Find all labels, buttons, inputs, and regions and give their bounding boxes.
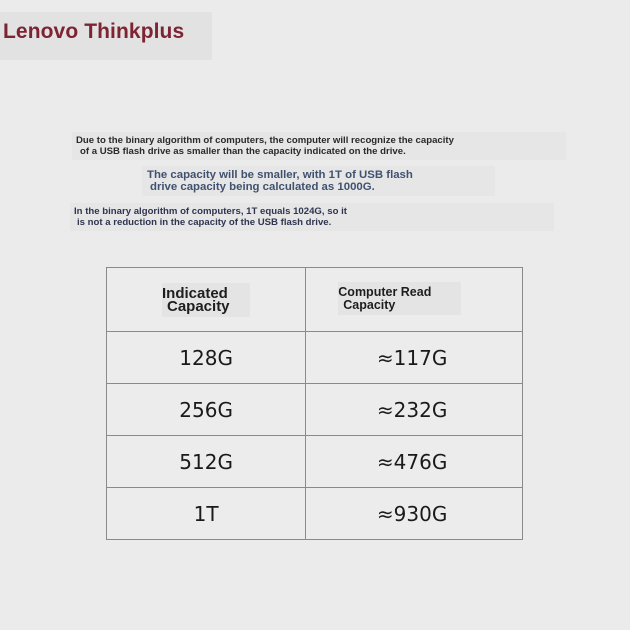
header-text: Computer Read [338, 285, 432, 299]
header-text: Indicated [162, 284, 228, 302]
note-line: The capacity will be smaller, with 1T of USB flash [147, 169, 413, 181]
header-label-box [162, 283, 250, 317]
read-cell: ≈476G [306, 436, 523, 488]
header-indicated-capacity [107, 268, 306, 332]
brand-title: Lenovo Thinkplus [3, 20, 185, 43]
table-row [107, 332, 523, 384]
indicated-cell: 128G [107, 332, 306, 384]
read-cell: ≈232G [306, 384, 523, 436]
note-line: drive capacity being calculated as 1000G. [150, 180, 375, 193]
note-line: is not a reduction in the capacity of the USB flash drive. [77, 216, 332, 228]
indicated-cell: 512G [107, 436, 306, 488]
note-not-reduction [70, 203, 554, 231]
note-line: of a USB flash drive as smaller than the capacity indicated on the drive. [80, 145, 406, 157]
header-label-box [338, 282, 461, 315]
read-cell: ≈117G [306, 332, 523, 384]
table-row [107, 384, 523, 436]
indicated-cell: 1T [107, 488, 306, 540]
header-computer-read-capacity [306, 268, 523, 332]
note-capacity-smaller [142, 166, 495, 196]
header-text: Capacity [343, 297, 396, 312]
capacity-table [106, 267, 523, 540]
read-cell: ≈930G [306, 488, 523, 540]
note-line: In the binary algorithm of computers, 1T equals 1024G, so it [74, 206, 347, 217]
note-line: Due to the binary algorithm of computers, the computer will recognize the capacity [76, 135, 454, 146]
indicated-cell: 256G [107, 384, 306, 436]
table-row [107, 488, 523, 540]
table-row [107, 436, 523, 488]
header-text: Capacity [167, 297, 230, 315]
note-binary-recognition [72, 132, 566, 160]
table-header-row [107, 268, 523, 332]
